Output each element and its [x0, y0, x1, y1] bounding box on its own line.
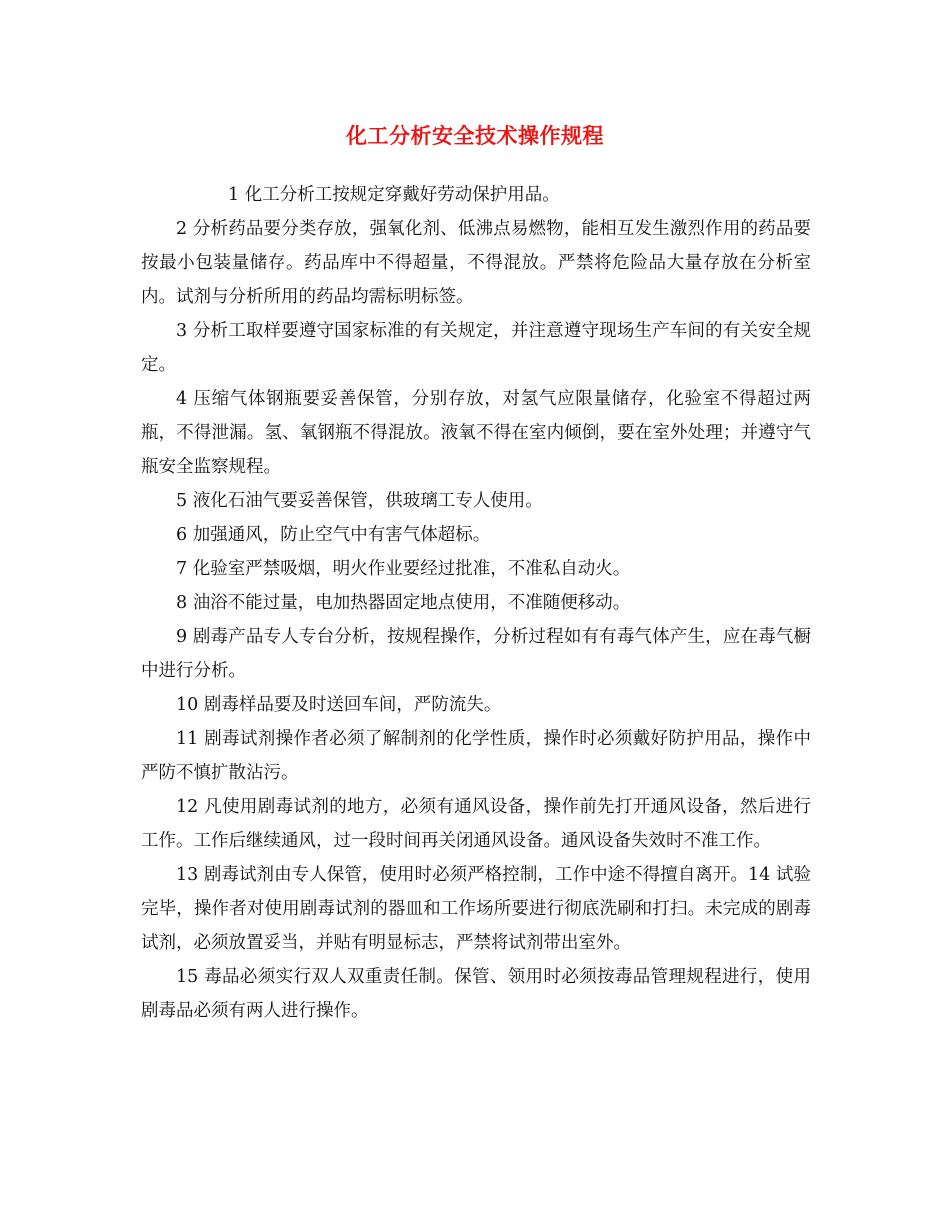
paragraph-10: 10 剧毒样品要及时送回车间，严防流失。 — [176, 695, 502, 715]
paragraph-11: 11 剧毒试剂操作者必须了解制剂的化学性质，操作时必须戴好防护用品，操作中严防不慎扩散沾污。 — [141, 729, 811, 783]
paragraph-7: 7 化验室严禁吸烟，明火作业要经过批准，不准私自动火。 — [176, 559, 631, 579]
paragraph-1: 1 化工分析工按规定穿戴好劳动保护用品。 — [228, 185, 560, 205]
paragraph-12: 12 凡使用剧毒试剂的地方，必须有通风设备，操作前先打开通风设备，然后进行工作。工作后继续通风，过一段时间再关闭通风设备。通风设备失效时不准工作。 — [141, 797, 811, 851]
paragraph-13: 13 剧毒试剂由专人保管，使用时必须严格控制，工作中途不得擅自离开。14 试验完毕，操作者对使用剧毒试剂的器皿和工作场所要进行彻底洗刷和打扫。未完成的剧毒试剂，必须放置妥当，并贴有明显标志，严禁将试剂带出室外。 — [141, 865, 811, 953]
paragraph-3: 3 分析工取样要遵守国家标准的有关规定，并注意遵守现场生产车间的有关安全规定。 — [141, 321, 811, 375]
page-title: 化工分析安全技术操作规程 — [346, 124, 604, 148]
paragraph-9: 9 剧毒产品专人专台分析，按规程操作，分析过程如有有毒气体产生，应在毒气橱中进行分析。 — [141, 627, 811, 681]
paragraph-4: 4 压缩气体钢瓶要妥善保管，分别存放，对氢气应限量储存，化验室不得超过两瓶，不得泄漏。氢、氧钢瓶不得混放。液氧不得在室内倾倒，要在室外处理；并遵守气瓶安全监察规程。 — [141, 389, 811, 477]
paragraph-8: 8 油浴不能过量，电加热器固定地点使用，不准随便移动。 — [176, 593, 631, 613]
paragraph-2: 2 分析药品要分类存放，强氧化剂、低沸点易燃物，能相互发生激烈作用的药品要按最小包装量储存。药品库中不得超量，不得混放。严禁将危险品大量存放在分析室内。试剂与分析所用的药品均需标明标签。 — [141, 219, 811, 307]
document-body — [141, 178, 811, 1028]
paragraph-6: 6 加强通风，防止空气中有害气体超标。 — [176, 525, 491, 545]
paragraph-5: 5 液化石油气要妥善保管，供玻璃工专人使用。 — [176, 491, 543, 511]
paragraph-14: 15 毒品必须实行双人双重责任制。保管、领用时必须按毒品管理规程进行，使用剧毒品必须有两人进行操作。 — [141, 967, 811, 1021]
